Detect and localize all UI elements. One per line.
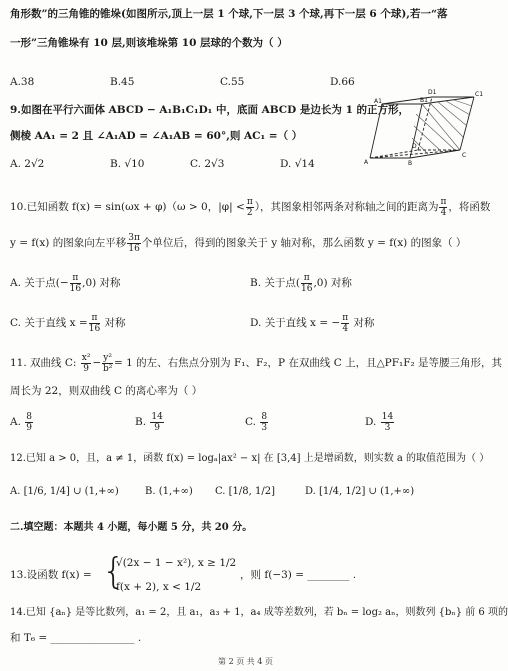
- page-footer: 第 2 页 共 4 页: [218, 657, 273, 666]
- q10-line1: [10, 196, 491, 218]
- q10-line2-part2: 个单位后，得到的图象关于 y 轴对称，那么函数 y = f(x) 的图象（ ）: [141, 237, 467, 249]
- q14-line1: 14.已知 {aₙ} 是等比数列，a₁ = 2，且 a₁，a₃ + 1，a₄ 成等差数列，若 bₙ = log₂ aₙ，则数列 {bₙ} 前 6 项的: [10, 607, 508, 618]
- q14-line2: 和 T₆ = ________________ .: [10, 632, 142, 644]
- q13-answer: ，则 f(−3) = ________ .: [240, 569, 357, 581]
- label-d: D: [412, 143, 417, 150]
- q10-line1-part2: ），其图象相邻两条对称轴之间的距离为: [254, 201, 439, 213]
- q11-option-c: C. $\frac{8}{3}$: [245, 411, 268, 433]
- q9-line2: 侧棱 AA₁ = 2 且 ∠A₁AD = ∠A₁AB = 60°,则 AC₁ =（ ）: [10, 130, 303, 142]
- frac-3pi-over-16: $\frac{3\pi}{16}$: [128, 232, 140, 254]
- label-a1: A1: [374, 98, 382, 105]
- q11-option-a: A. $\frac{8}{9}$: [10, 411, 32, 433]
- q12-option-a: A. [1/6, 1/4] ∪ (1,+∞): [10, 486, 119, 497]
- label-c1: C1: [475, 91, 484, 98]
- q9-line1: 9.如图在平行六面体 ABCD − A₁B₁C₁D₁ 中，底面 ABCD 是边长为 1 的正方形，: [10, 104, 410, 116]
- parallelepiped-figure: [362, 88, 487, 168]
- q10-option-d: D. 关于直线 x = − $\frac{\pi}{4}$ 对称: [250, 312, 375, 334]
- q12-options: [10, 486, 483, 500]
- q13-brace: {: [102, 551, 125, 592]
- q8-option-b: B.45: [110, 76, 135, 88]
- label-b1: B1: [420, 97, 428, 104]
- q10-line2: [10, 232, 483, 254]
- q11-option-d: D. $\frac{14}{3}$: [365, 411, 394, 433]
- label-b: B: [408, 160, 413, 167]
- label-a: A: [364, 159, 369, 166]
- q10-line1-part3: ，将函数: [448, 201, 491, 213]
- frac-x2-over-9: $\frac{\text{x²}}{9}$: [81, 352, 91, 374]
- q8-line2: 一形”三角锥垛有 10 层,则该堆垛第 10 层球的个数为（ ）: [10, 37, 288, 49]
- q13-case2: f(x + 2), x < 1/2: [116, 581, 202, 593]
- q11-option-b: B. $\frac{14}{9}$: [135, 411, 163, 433]
- q10-option-b: B. 关于点( $\frac{\pi}{16}$ ,0) 对称: [250, 272, 352, 294]
- q9-option-b: B. √10: [110, 158, 145, 170]
- q12-option-d: D. [1/4, 1/2] ∪ (1,+∞): [305, 486, 415, 497]
- q12-option-c: C. [1/8, 1/2]: [215, 486, 275, 497]
- q12-option-b: B. (1,+∞): [145, 486, 193, 497]
- q9-option-c: C. 2√3: [190, 158, 225, 170]
- q8-line1: 角形数”的三角锥的锥垛(如图所示,顶上一层 1 个球,下一层 3 个球,再下一层 6 个球),若一“落: [10, 8, 448, 20]
- q8-option-a: A.38: [10, 76, 35, 88]
- q9-option-d: D. √14: [280, 158, 315, 170]
- q12-line1: 12.已知 a > 0，且，a ≠ 1，函数 f(x) = logₐ|ax² − x| 在 [3,4] 上是增函数，则实数 a 的取值范围为（ ）: [10, 453, 490, 464]
- label-d1: D1: [428, 89, 437, 96]
- q8-option-d: D.66: [330, 76, 355, 88]
- q11-line2: 周长为 22，则双曲线 C 的离心率为（ ）: [10, 385, 203, 397]
- q13-prefix: 13.设函数 f(x) =: [10, 569, 92, 581]
- q10-option-c: C. 关于直线 x = $\frac{\pi}{16}$ 对称: [10, 312, 126, 334]
- label-c: C: [462, 152, 467, 159]
- section-fill-in-heading: 二.填空题：本题共 4 小题，每小题 5 分，共 20 分。: [10, 522, 253, 533]
- q10-line1-part1: 10.已知函数 f(x) = sin(ωx + φ)（ω > 0，|φ| <: [10, 201, 245, 213]
- q13-case1: √(2x − 1 − x²), x ≥ 1/2: [116, 557, 237, 569]
- frac-y2-over-b2: $\frac{\text{y²}}{\text{b²}}$: [102, 352, 113, 374]
- q10-line2-part1: y = f(x) 的图象向左平移: [10, 237, 127, 249]
- frac-pi-over-4: $\frac{\pi}{4}$: [440, 196, 447, 218]
- q11-line1: 11. 双曲线 C: $\frac{\text{x²}}{9}$ − $\frac{\text{y²}}{\text{b²}}$ = 1 的左、右焦点分别为 F₁、F₂，P 在双曲线 C 上，且△PF₁F₂ 是等腰三角形，其: [10, 352, 503, 374]
- q10-option-a: A. 关于点(− $\frac{\pi}{16}$ ,0) 对称: [10, 272, 121, 294]
- q9-option-a: A. 2√2: [10, 158, 45, 170]
- frac-pi-over-2: $\frac{\pi}{2}$: [246, 196, 253, 218]
- q8-option-c: C.55: [220, 76, 245, 88]
